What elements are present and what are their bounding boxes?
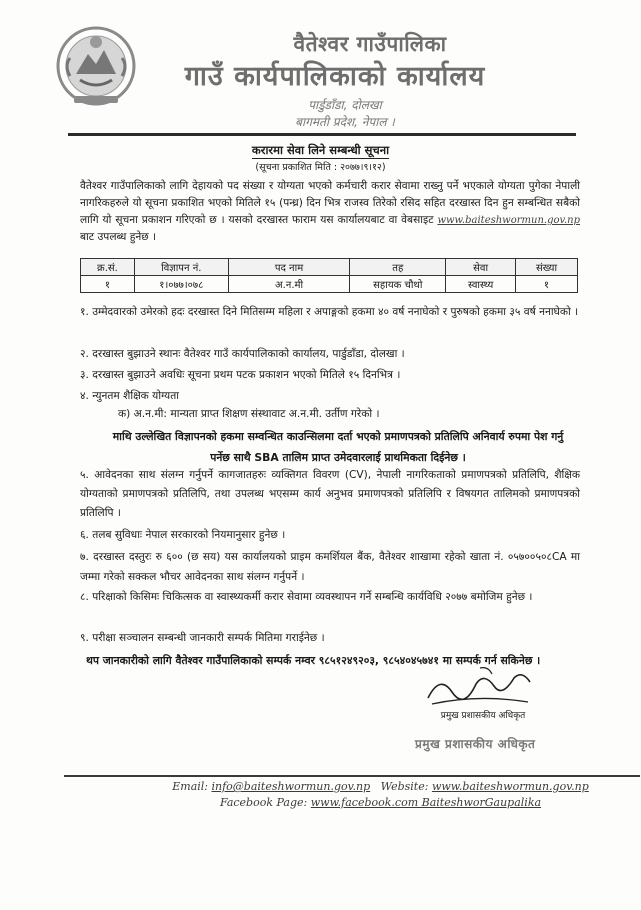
table-row: [81, 276, 578, 293]
col-level: तह: [350, 259, 446, 276]
col-sn: क्र.सं.: [81, 259, 135, 276]
office-address: पार्डुडाँडा, दोलखा: [308, 98, 382, 112]
cell-count: १: [516, 276, 578, 293]
website-link[interactable]: www.baiteshwormun.gov.np: [437, 215, 580, 226]
footer-facebook-line: Facebook Page: www.facebook.com BaiteshworGaupalika: [219, 796, 542, 809]
col-ad-no: विज्ञापन नं.: [134, 259, 228, 276]
office-province: बागमती प्रदेश, नेपाल ।: [295, 115, 395, 129]
item-submission-period: ३. दरखास्त बुझाउने अवधिः सूचना प्रथम पटक प्रकाशन भएको मितिले १५ दिनभित्र ।: [80, 369, 401, 381]
cell-post: अ.न.मी: [228, 276, 350, 293]
notice-title: करारमा सेवा लिने सम्बन्धी सूचना: [251, 143, 390, 157]
municipality-name: वैतेश्वर गाउँपालिका: [293, 32, 447, 56]
footer-divider: [64, 775, 640, 777]
email-link[interactable]: info@baiteshwormun.gov.np: [211, 780, 371, 793]
notice-date: (सूचना प्रकाशित मिति : २०७७।९।१२): [255, 162, 386, 173]
council-requirement-note: माथि उल्लेखित विज्ञापनको हकमा सम्वन्धित काउन्सिलमा दर्ता भएको प्रमाणपत्रको प्रतिलिपि अनिवार्य रुपमा पेश गर्नु पर्नेछ साथै SBA तालिम प्राप्त उमेदवारलाई प्राथमिकता दिईनेछ ।: [112, 430, 564, 464]
item-exam-info: ९. परीक्षा सञ्चालन सम्बन्धी जानकारी सम्पर्क मितिमा गराईनेछ ।: [80, 632, 325, 644]
header-divider: [68, 133, 576, 136]
cell-sn: १: [81, 276, 135, 293]
item-age-limit: १. उम्मेदवारको उमेरको हदः दरखास्त दिने मितिसम्म महिला र अपाङ्गको हकमा ४० वर्ष ननाघेको र पुरुषको हकमा ३५ वर्ष ननाघेको ।: [80, 306, 579, 318]
cell-level: सहायक चौथो: [350, 276, 446, 293]
col-service: सेवा: [446, 259, 516, 276]
col-count: संख्या: [516, 259, 578, 276]
item-documents: ५. आवेदनका साथ संलग्न गर्नुपर्ने कागजातहरुः व्यक्तिगत विवरण (CV), नेपाली नागरिकताको प्रमाणपत्रको प्रतिलिपि, शैक्षिक योग्यताको प्रमाणपत्रको प्रतिलिपि, तथा उपलब्ध भएसम्म कार्य अनुभव प्रमाणपत्रको प्रतिलिपि र विषयगत तालिमको प्रमाणपत्रको प्रतिलिपि ।: [80, 469, 580, 519]
footer-website-link[interactable]: www.baiteshwormun.gov.np: [431, 780, 589, 793]
footer-contact-line: Email: info@baiteshwormun.gov.np Website: www.baiteshwormun.gov.np: [172, 780, 589, 793]
item-submission-place: २. दरखास्त बुझाउने स्थानः वैतेश्वर गाउँ कार्यपालिकाको कार्यालय, पार्डुडाँडा, दोलखा ।: [80, 348, 405, 360]
table-header-row: [81, 259, 578, 276]
contact-info: थप जानकारीको लागि वैतेश्वर गाउँपालिकाको सम्पर्क नम्वर ९८५१२४९२०३, ९८५४०४५७४१ मा सम्पर्क गर्न सकिनेछ ।: [86, 654, 541, 667]
item-fee: ७. दरखास्त दस्तुरः रु ६०० (छ सय) यस कार्यालयको प्राइम कमर्शियल बैंक, वैतेश्वर शाखामा रहेको खाता नं. ०५७००५०८CA मा जम्मा गरेको सक्कल भौचर आवेदनका साथ संलग्न गर्नुपर्ने ।: [80, 551, 580, 583]
col-post: पद नाम: [228, 259, 350, 276]
notice-intro: वैतेश्वर गाउँपालिकाको लागि देहायको पद संख्या र योग्यता भएको कर्मचारी करार सेवामा राख्नु पर्ने भएकाले योग्यता पुगेका नेपाली नागरिकहरुले यो सूचना प्रकाशित भएको मितिले १५ (पन्ध्र) दिन भित्र राजस्व तिरेको रसिद सहित दरखास्त दिन हुन सम्बन्धित सबैको लागि यो सूचना प्रकाशन गरिएको छ । यसको दरखास्त फाराम यस कार्यालयबाट वा वेबसाइट www.baiteshwormun.gov.np बाट उपलब्ध हुनेछ ।: [80, 180, 580, 243]
facebook-link[interactable]: www.facebook.com BaiteshworGaupalika: [310, 796, 542, 809]
item-qualification: ४. न्युनतम शैक्षिक योग्यता: [80, 390, 179, 402]
signature-icon: [418, 664, 538, 710]
item-exam-type: ८. परिक्षाको किसिमः चिकित्सक वा स्वास्थ्यकर्मी करार सेवामा व्यवस्थापन गर्ने सम्बन्धि कार्यविधि २०७७ बमोजिम हुनेछ ।: [80, 591, 533, 603]
cell-service: स्वास्थ्य: [446, 276, 516, 293]
vacancy-table: [80, 258, 578, 293]
cell-ad-no: १।०७७।०७८: [134, 276, 228, 293]
official-stamp: प्रमुख प्रशासकीय अधिकृत: [415, 737, 536, 751]
signatory-title: प्रमुख प्रशासकीय अधिकृत: [440, 711, 526, 721]
item-salary: ६. तलब सुविधाः नेपाल सरकारको नियमानुसार हुनेछ ।: [80, 529, 286, 541]
nepal-emblem-icon: [50, 18, 142, 110]
item-qualification-anm: क) अ.न.मी: मान्यता प्राप्त शिक्षण संस्थावाट अ.न.मी. उर्तीण गरेको ।: [118, 408, 380, 420]
office-name: गाउँ कार्यपालिकाको कार्यालय: [184, 61, 486, 92]
